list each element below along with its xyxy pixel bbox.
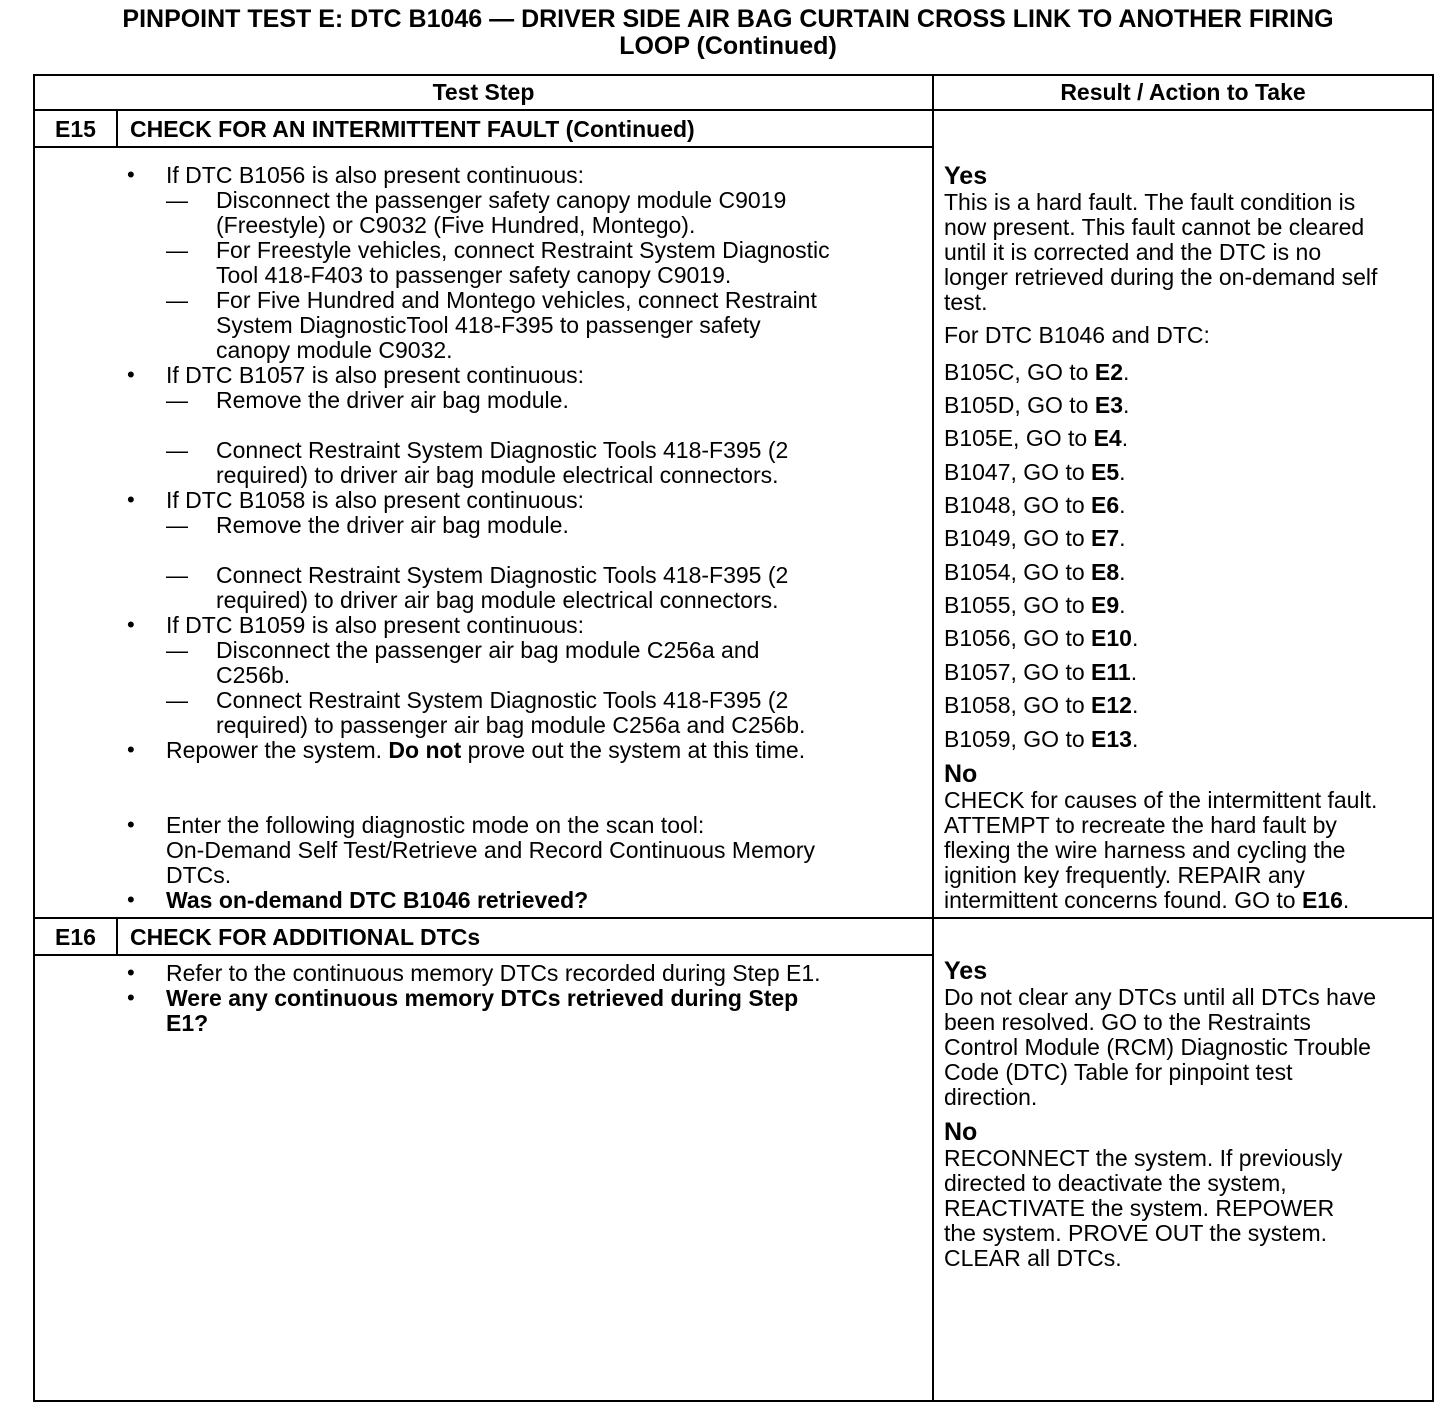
instruction-line: Tool 418-F403 to passenger safety canopy C9019. [216, 262, 732, 288]
result-line: ignition key frequently. REPAIR any [944, 862, 1305, 888]
instruction-line: canopy module C9032. [216, 337, 453, 363]
yes-label: Yes [944, 957, 988, 985]
no-label: No [944, 760, 978, 788]
step-id-e16: E16 [55, 924, 96, 950]
dtc-route [944, 460, 1126, 485]
result-line: Control Module (RCM) Diagnostic Trouble [944, 1034, 1371, 1060]
dash: — [166, 513, 188, 538]
instruction-line: Remove the driver air bag module. [216, 387, 569, 413]
repower-tail: prove out the system at this time. [461, 737, 806, 763]
result-line-goto [944, 888, 1349, 913]
bullet: • [127, 487, 135, 512]
dtc-route [944, 526, 1126, 551]
instruction-line: On-Demand Self Test/Retrieve and Record Continuous Memory [166, 837, 815, 863]
dash: — [166, 288, 188, 313]
instruction-line: Connect Restraint System Diagnostic Tools 418-F395 (2 [216, 562, 789, 588]
instruction-line: required) to driver air bag module electrical connectors. [216, 587, 779, 613]
bullet: • [127, 737, 135, 762]
bullet: • [127, 162, 135, 187]
bullet: • [127, 985, 135, 1010]
dtc-code: B1057, GO to [944, 659, 1092, 685]
e16-title-divider [33, 954, 933, 956]
dtc-end: . [1131, 726, 1139, 752]
instruction-line: Remove the driver air bag module. [216, 512, 569, 538]
e15-title-divider [33, 146, 933, 148]
dtc-step: E10 [1091, 625, 1132, 651]
dtc-route [944, 693, 1138, 718]
dtc-step: E2 [1094, 359, 1123, 385]
goto-text: intermittent concerns found. GO to [944, 887, 1302, 913]
dtc-step: E5 [1091, 459, 1120, 485]
instruction-line: If DTC B1057 is also present continuous: [166, 362, 585, 388]
instruction-line: Disconnect the passenger air bag module C256a and [216, 637, 760, 663]
dtc-step: E12 [1091, 692, 1132, 718]
dash: — [166, 388, 188, 413]
result-line: This is a hard fault. The fault condition is [944, 189, 1356, 215]
bullet: • [127, 362, 135, 387]
page-title [20, 6, 1436, 60]
for-dtc-line: For DTC B1046 and DTC: [944, 322, 1210, 348]
instruction-line: If DTC B1059 is also present continuous: [166, 612, 585, 638]
instruction-line-repower [166, 738, 805, 763]
dtc-step: E9 [1091, 592, 1120, 618]
dtc-code: B105C, GO to [944, 359, 1095, 385]
dtc-end: . [1131, 625, 1139, 651]
dtc-route [944, 593, 1126, 618]
result-line: ATTEMPT to recreate the hard fault by [944, 812, 1337, 838]
dtc-route [944, 660, 1137, 685]
result-line: Do not clear any DTCs until all DTCs have [944, 984, 1377, 1010]
dtc-route [944, 727, 1138, 752]
repower-text: Repower the system. [166, 737, 389, 763]
dtc-end: . [1121, 425, 1129, 451]
dtc-route [944, 393, 1129, 418]
step-title-e16: CHECK FOR ADDITIONAL DTCs [130, 924, 481, 950]
instruction-line: For Five Hundred and Montego vehicles, connect Restraint [216, 287, 817, 313]
instruction-line: Connect Restraint System Diagnostic Tools 418-F395 (2 [216, 437, 789, 463]
no-label: No [944, 1118, 978, 1146]
page-title-line-2: LOOP (Continued) [619, 32, 837, 60]
dtc-code: B1055, GO to [944, 592, 1092, 618]
instruction-question: Were any continuous memory DTCs retrieved during Step [166, 985, 799, 1011]
instruction-line: required) to driver air bag module electrical connectors. [216, 462, 779, 488]
dtc-route [944, 360, 1129, 385]
instruction-line: DTCs. [166, 862, 232, 888]
instruction-line: System DiagnosticTool 418-F395 to passenger safety [216, 312, 761, 338]
instruction-line: If DTC B1056 is also present continuous: [166, 162, 585, 188]
dash: — [166, 638, 188, 663]
dtc-code: B1049, GO to [944, 525, 1092, 551]
dash: — [166, 238, 188, 263]
instruction-line: (Freestyle) or C9032 (Five Hundred, Montego). [216, 212, 696, 238]
instruction-line: If DTC B1058 is also present continuous: [166, 487, 585, 513]
instruction-question: E1? [166, 1010, 209, 1036]
dtc-route [944, 426, 1128, 451]
dtc-code: B1056, GO to [944, 625, 1092, 651]
step-id-e15: E15 [55, 116, 96, 142]
result-line: CLEAR all DTCs. [944, 1245, 1122, 1271]
dtc-end: . [1119, 459, 1126, 485]
dash: — [166, 688, 188, 713]
result-line: until it is corrected and the DTC is no [944, 239, 1322, 265]
dtc-end: . [1119, 492, 1126, 518]
dtc-code: B1059, GO to [944, 726, 1092, 752]
bullet: • [127, 960, 135, 985]
dtc-route [944, 560, 1126, 585]
repower-bold: Do not [388, 737, 462, 763]
result-line: RECONNECT the system. If previously [944, 1145, 1343, 1171]
step-title-e15: CHECK FOR AN INTERMITTENT FAULT (Continued) [130, 116, 695, 142]
dtc-code: B1058, GO to [944, 692, 1092, 718]
result-line: REACTIVATE the system. REPOWER [944, 1195, 1335, 1221]
dash: — [166, 188, 188, 213]
header-result-action: Result / Action to Take [1060, 79, 1306, 105]
dtc-end: . [1119, 525, 1126, 551]
dtc-code: B105E, GO to [944, 425, 1094, 451]
dtc-step: E3 [1094, 392, 1123, 418]
instruction-line: C256b. [216, 662, 291, 688]
result-line: Code (DTC) Table for pinpoint test [944, 1059, 1293, 1085]
instruction-line: Connect Restraint System Diagnostic Tools 418-F395 (2 [216, 687, 789, 713]
dtc-route [944, 626, 1138, 651]
result-line: CHECK for causes of the intermittent fault. [944, 787, 1378, 813]
instruction-line: For Freestyle vehicles, connect Restraint System Diagnostic [216, 237, 830, 263]
dtc-step: E7 [1091, 525, 1120, 551]
dtc-code: B1048, GO to [944, 492, 1092, 518]
result-line: flexing the wire harness and cycling the [944, 837, 1346, 863]
result-line: direction. [944, 1084, 1038, 1110]
result-line: the system. PROVE OUT the system. [944, 1220, 1328, 1246]
e15-id-divider [116, 110, 118, 147]
goto-step: E16 [1301, 887, 1343, 913]
dtc-step: E11 [1091, 659, 1131, 685]
column-divider [932, 74, 934, 1402]
header-test-step: Test Step [432, 79, 535, 105]
dtc-step: E8 [1091, 559, 1120, 585]
e16-id-divider [116, 918, 118, 955]
result-line: now present. This fault cannot be cleared [944, 214, 1365, 240]
instruction-question: Was on-demand DTC B1046 retrieved? [166, 887, 589, 913]
goto-end: . [1342, 887, 1350, 913]
instruction-line: Refer to the continuous memory DTCs recorded during Step E1. [166, 960, 821, 986]
dtc-end: . [1119, 559, 1126, 585]
instruction-line: Enter the following diagnostic mode on the scan tool: [166, 812, 705, 838]
dash: — [166, 438, 188, 463]
result-line: been resolved. GO to the Restraints [944, 1009, 1311, 1035]
dtc-code: B1054, GO to [944, 559, 1092, 585]
dtc-end: . [1130, 659, 1138, 685]
e15-e16-divider [33, 917, 1434, 919]
dtc-code: B1047, GO to [944, 459, 1092, 485]
bullet: • [127, 887, 135, 912]
dtc-route [944, 493, 1126, 518]
dtc-step: E6 [1091, 492, 1120, 518]
result-line: longer retrieved during the on-demand self [944, 264, 1378, 290]
dtc-code: B105D, GO to [944, 392, 1095, 418]
bullet: • [127, 812, 135, 837]
instruction-line: required) to passenger air bag module C256a and C256b. [216, 712, 806, 738]
dash: — [166, 563, 188, 588]
dtc-step: E4 [1093, 425, 1122, 451]
dtc-step: E13 [1091, 726, 1132, 752]
dtc-end: . [1131, 692, 1139, 718]
dtc-end: . [1119, 592, 1126, 618]
instruction-line: Disconnect the passenger safety canopy module C9019 [216, 187, 787, 213]
page-title-line-1: PINPOINT TEST E: DTC B1046 — DRIVER SIDE AIR BAG CURTAIN CROSS LINK TO ANOTHER FIRING [122, 5, 1334, 33]
result-line: test. [944, 289, 988, 315]
dtc-end: . [1123, 359, 1130, 385]
result-line: directed to deactivate the system, [944, 1170, 1287, 1196]
yes-label: Yes [944, 162, 988, 190]
header-row-divider [33, 109, 1434, 111]
bullet: • [127, 612, 135, 637]
dtc-end: . [1123, 392, 1130, 418]
